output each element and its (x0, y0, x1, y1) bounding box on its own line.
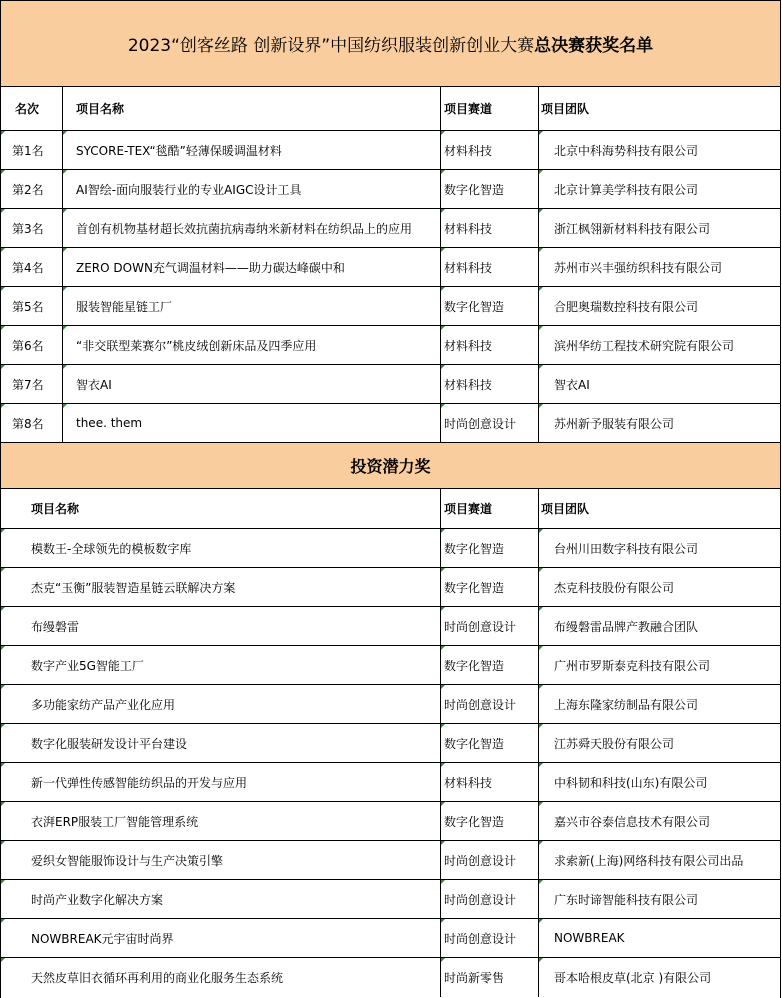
header-project: 项目名称 (63, 87, 441, 130)
table-row (1, 958, 780, 997)
track-cell: 数字化智造 (441, 802, 539, 840)
project-cell: AI智绘-面向服装行业的专业AIGC设计工具 (63, 170, 441, 208)
track-cell: 材料科技 (441, 248, 539, 286)
team-cell: 中科韧和科技(山东)有限公司 (539, 763, 780, 801)
project-cell: thee. them (63, 404, 441, 442)
header-team: 项目团队 (541, 102, 590, 116)
team-cell: 广州市罗斯泰克科技有限公司 (539, 646, 780, 684)
team-cell: 布缦磐雷品牌产教融合团队 (539, 607, 780, 645)
table-row (1, 529, 780, 568)
project-cell: 智衣AI (63, 365, 441, 403)
project-cell: NOWBREAK元宇宙时尚界 (1, 919, 441, 957)
team-cell: 苏州市兴丰强纺织科技有限公司 (539, 248, 780, 286)
table-row (1, 209, 780, 248)
project-cell: 布缦磐雷 (1, 607, 441, 645)
team-cell: 智衣AI (539, 365, 780, 403)
project-cell: ZERO DOWN充气调温材料——助力碳达峰碳中和 (63, 248, 441, 286)
track-cell: 时尚创意设计 (441, 607, 539, 645)
track-cell: 数字化智造 (441, 529, 539, 567)
project-cell: 服装智能星链工厂 (63, 287, 441, 325)
rank-cell: 第3名 (1, 209, 63, 247)
team-cell: 合肥奥瑞数控科技有限公司 (539, 287, 780, 325)
team-cell: 江苏舜天股份有限公司 (539, 724, 780, 762)
track-cell: 数字化智造 (441, 568, 539, 606)
track-cell: 时尚创意设计 (441, 685, 539, 723)
title-prefix: 2023“创客丝路 创新设界”中国纺织服装创新创业大赛 (127, 36, 535, 56)
section-title: 投资潜力奖 (1, 443, 780, 489)
team-cell: 广东时谛智能科技有限公司 (539, 880, 780, 918)
project-cell: 多功能家纺产品产业化应用 (1, 685, 441, 723)
project-cell: 模数王-全球领先的模板数字库 (1, 529, 441, 567)
team-cell: 求索新(上海)网络科技有限公司出品 (539, 841, 780, 879)
track-cell: 时尚新零售 (441, 958, 539, 997)
table-row (1, 568, 780, 607)
table-row (1, 326, 780, 365)
project-cell: 新一代弹性传感智能纺织品的开发与应用 (1, 763, 441, 801)
project-cell: 爱织女智能服饰设计与生产决策引擎 (1, 841, 441, 879)
table-row (1, 802, 780, 841)
project-cell: “非交联型莱赛尔”桃皮绒创新床品及四季应用 (63, 326, 441, 364)
team-cell: 台州川田数字科技有限公司 (539, 529, 780, 567)
team-cell: 哥本哈根皮草(北京 )有限公司 (539, 958, 780, 997)
header-track: 项目赛道 (441, 489, 539, 528)
table-row (1, 841, 780, 880)
table-row (1, 880, 780, 919)
title-bold: 总决赛获奖名单 (534, 36, 654, 56)
team-cell: 上海东隆家纺制品有限公司 (539, 685, 780, 723)
project-cell: 天然皮草旧衣循环再利用的商业化服务生态系统 (1, 958, 441, 997)
track-cell: 数字化智造 (441, 170, 539, 208)
rank-cell: 第4名 (1, 248, 63, 286)
project-cell: 数字化服装研发设计平台建设 (1, 724, 441, 762)
project-cell: 数字产业5G智能工厂 (1, 646, 441, 684)
team-cell: 嘉兴市谷泰信息技术有限公司 (539, 802, 780, 840)
header-project: 项目名称 (1, 489, 441, 528)
team-cell: 苏州新予服装有限公司 (539, 404, 780, 442)
project-cell: 时尚产业数字化解决方案 (1, 880, 441, 918)
rank-cell: 第1名 (1, 131, 63, 169)
page-title (1, 0, 780, 87)
team-cell: 杰克科技股份有限公司 (539, 568, 780, 606)
track-cell: 时尚创意设计 (441, 880, 539, 918)
track-cell: 材料科技 (441, 365, 539, 403)
track-cell: 材料科技 (441, 763, 539, 801)
rank-cell: 第6名 (1, 326, 63, 364)
project-cell: 首创有机物基材超长效抗菌抗病毒纳米新材料在纺织品上的应用 (63, 209, 441, 247)
table-row (1, 131, 780, 170)
rank-cell: 第2名 (1, 170, 63, 208)
rank-cell: 第8名 (1, 404, 63, 442)
table-row (1, 170, 780, 209)
team-cell: 浙江枫翎新材料科技有限公司 (539, 209, 780, 247)
header-track: 项目赛道 (441, 87, 539, 130)
table-row (1, 646, 780, 685)
team-cell: 滨州华纺工程技术研究院有限公司 (539, 326, 780, 364)
project-cell: SYCORE-TEX“毯酷”轻薄保暖调温材料 (63, 131, 441, 169)
track-cell: 数字化智造 (441, 724, 539, 762)
track-cell: 时尚创意设计 (441, 841, 539, 879)
table-row (1, 607, 780, 646)
table-row (1, 919, 780, 958)
project-cell: 衣湃ERP服装工厂智能管理系统 (1, 802, 441, 840)
track-cell: 材料科技 (441, 131, 539, 169)
table-row (1, 685, 780, 724)
team-cell: 北京中科海势科技有限公司 (539, 131, 780, 169)
project-cell: 杰克“玉衡”服装智造星链云联解决方案 (1, 568, 441, 606)
table-row (1, 763, 780, 802)
track-cell: 数字化智造 (441, 287, 539, 325)
team-cell: 北京计算美学科技有限公司 (539, 170, 780, 208)
table-row (1, 724, 780, 763)
header-rank: 名次 (1, 87, 63, 130)
track-cell: 时尚创意设计 (441, 919, 539, 957)
track-cell: 材料科技 (441, 209, 539, 247)
track-cell: 数字化智造 (441, 646, 539, 684)
team-cell: NOWBREAK (539, 919, 780, 957)
table-row (1, 404, 780, 443)
track-cell: 时尚创意设计 (441, 404, 539, 442)
rank-cell: 第7名 (1, 365, 63, 403)
table-row (1, 287, 780, 326)
header-team: 项目团队 (541, 502, 590, 516)
table1-header-row (1, 87, 780, 131)
table-row (1, 365, 780, 404)
table2-header-row (1, 489, 780, 529)
table-row (1, 248, 780, 287)
track-cell: 材料科技 (441, 326, 539, 364)
rank-cell: 第5名 (1, 287, 63, 325)
